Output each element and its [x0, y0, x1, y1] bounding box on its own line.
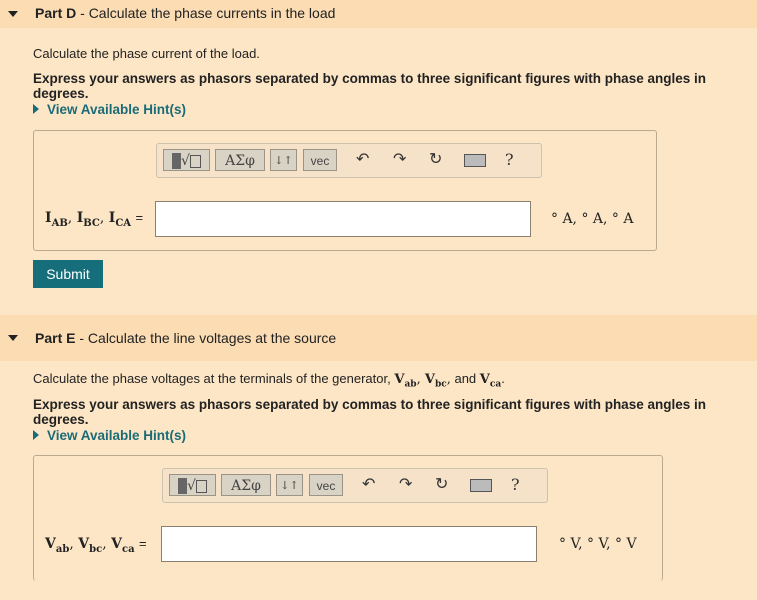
redo-icon[interactable]: ↷: [393, 151, 407, 168]
part-e-hint-link[interactable]: View Available Hint(s): [33, 428, 186, 443]
part-e-answer-box: [33, 455, 663, 581]
undo-icon[interactable]: ↶: [356, 151, 370, 168]
collapse-caret-icon[interactable]: [8, 335, 18, 341]
part-e-format: Express your answers as phasors separated by commas to three significant figures with phase angles in degrees.: [33, 397, 706, 427]
vec-button[interactable]: vec: [309, 474, 343, 496]
part-d-label: Part D: [35, 5, 77, 21]
help-icon[interactable]: ?: [505, 150, 514, 169]
part-d-hint-link[interactable]: View Available Hint(s): [33, 102, 186, 117]
templates-button[interactable]: √: [163, 149, 210, 171]
submit-button[interactable]: Submit: [33, 260, 103, 288]
part-d-instruction: Calculate the phase current of the load.: [33, 46, 260, 61]
part-e-header[interactable]: Part E - Calculate the line voltages at the source: [0, 315, 757, 361]
math-toolbar: [162, 468, 548, 503]
templates-button[interactable]: √: [169, 474, 216, 496]
vec-button[interactable]: vec: [303, 149, 337, 171]
templates-icon: [172, 153, 181, 169]
part-d-answer-box: [33, 130, 657, 251]
part-d-variables: $I_{AB}$, $I_{BC}$, $I_{CA}$ =: [45, 210, 144, 229]
part-d-answer-input[interactable]: [155, 201, 531, 237]
part-d-header[interactable]: Part D - Calculate the phase currents in the load: [0, 0, 757, 28]
greek-button[interactable]: ΑΣφ: [215, 149, 265, 171]
keyboard-icon[interactable]: [470, 479, 492, 496]
subscript-button[interactable]: ↓↑: [270, 149, 297, 171]
reset-icon[interactable]: ↻: [435, 476, 449, 493]
redo-icon[interactable]: ↷: [399, 476, 413, 493]
part-d-format: Express your answers as phasors separated by commas to three significant figures with phase angles in degrees.: [33, 71, 706, 101]
templates-icon: [178, 478, 187, 494]
part-d-units: ° A, ° A, ° A: [551, 211, 634, 227]
part-e-title: Calculate the line voltages at the source: [87, 330, 337, 346]
undo-icon[interactable]: ↶: [362, 476, 376, 493]
part-e-units: ° V, ° V, ° V: [559, 536, 637, 552]
part-e-variables: $V_{ab}$, $V_{bc}$, $V_{ca}$ =: [45, 536, 147, 555]
part-d-title: Calculate the phase currents in the load: [88, 5, 336, 21]
collapse-caret-icon[interactable]: [8, 11, 18, 17]
keyboard-icon[interactable]: [464, 154, 486, 171]
expand-triangle-icon: [33, 430, 39, 440]
help-icon[interactable]: ?: [511, 475, 520, 494]
expand-triangle-icon: [33, 104, 39, 114]
part-e-instruction: Calculate the phase voltages at the terminals of the generator, $V_{ab}$, $V_{bc}$, and $V_{ca}$.: [33, 371, 505, 390]
math-toolbar: [156, 143, 542, 178]
part-e-answer-input[interactable]: [161, 526, 537, 562]
reset-icon[interactable]: ↻: [429, 151, 443, 168]
greek-button[interactable]: ΑΣφ: [221, 474, 271, 496]
part-e-label: Part E: [35, 330, 76, 346]
subscript-button[interactable]: ↓↑: [276, 474, 303, 496]
